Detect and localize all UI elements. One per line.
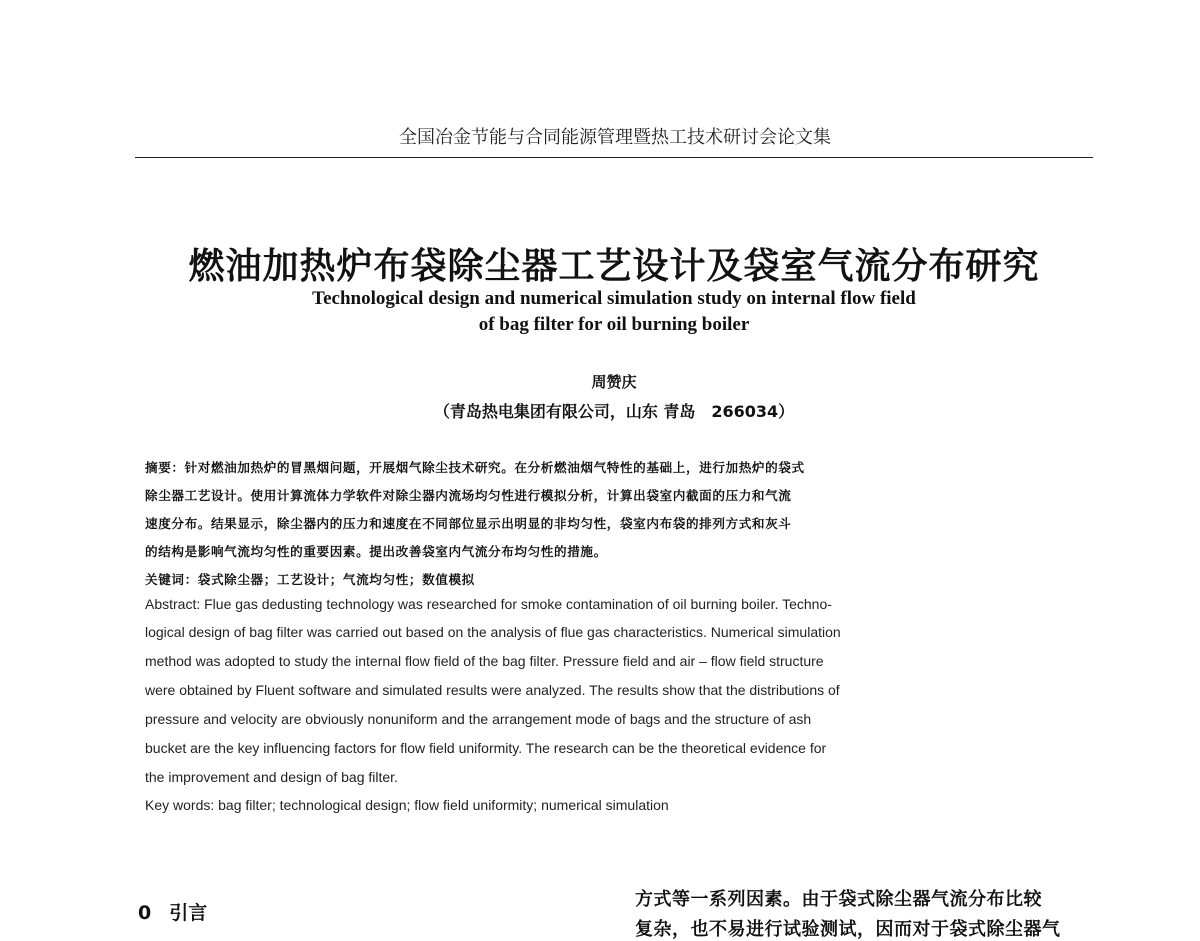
section-number: 0 [138, 902, 152, 924]
abstract-cn-line: 除尘器工艺设计。使用计算流体力学软件对除尘器内流场均匀性进行模拟分析，计算出袋室内截面的压力和气流 [145, 488, 792, 503]
body-text-line: 方式等一系列因素。由于袋式除尘器气流分布比较 [635, 889, 1042, 910]
abstract-en-line: Abstract: Flue gas dedusting technology was researched for smoke contamination of oil burning boiler. Techno- [145, 596, 832, 612]
header-rule [135, 157, 1093, 158]
abstract-en-line: method was adopted to study the internal flow field of the bag filter. Pressure field and air – flow field structure [145, 653, 824, 669]
paper-title-cn: 燃油加热炉布袋除尘器工艺设计及袋室气流分布研究 [188, 246, 1040, 287]
keywords-en: Key words: bag filter; technological design; flow field uniformity; numerical simulation [145, 797, 669, 813]
abstract-en-line: pressure and velocity are obviously nonuniform and the arrangement mode of bags and the structure of ash [145, 711, 812, 727]
paper-title-en-line: Technological design and numerical simulation study on internal flow field [312, 288, 916, 309]
body-text-line: 复杂，也不易进行试验测试，因而对于袋式除尘器气 [635, 919, 1061, 940]
section-title: 引言 [169, 902, 208, 924]
paper-title-en-line: of bag filter for oil burning boiler [478, 314, 750, 335]
section-heading [138, 898, 225, 925]
abstract-en-line: logical design of bag filter was carried out based on the analysis of flue gas characteristics. Numerical simulation [145, 624, 841, 640]
abstract-cn-line: 的结构是影响气流均匀性的重要因素。提出改善袋室内气流分布均匀性的措施。 [145, 544, 607, 559]
affiliation: （青岛热电集团有限公司，山东 青岛 266034） [433, 402, 795, 421]
abstract-en-line: were obtained by Fluent software and simulated results were analyzed. The results show that the distributions of [145, 682, 840, 698]
author: 周赞庆 [591, 373, 637, 391]
running-header: 全国冶金节能与合同能源管理暨热工技术研讨会论文集 [399, 127, 831, 148]
abstract-cn-line: 摘要：针对燃油加热炉的冒黑烟问题，开展烟气除尘技术研究。在分析燃油烟气特性的基础上，进行加热炉的袋式 [145, 460, 805, 475]
abstract-en-line: the improvement and design of bag filter. [145, 769, 398, 785]
keywords-cn: 关键词：袋式除尘器；工艺设计；气流均匀性；数值模拟 [145, 572, 475, 587]
abstract-cn-line: 速度分布。结果显示，除尘器内的压力和速度在不同部位显示出明显的非均匀性，袋室内布袋的排列方式和灰斗 [145, 516, 792, 531]
abstract-en-line: bucket are the key influencing factors for flow field uniformity. The research can be the theoretical evidence for [145, 740, 827, 756]
